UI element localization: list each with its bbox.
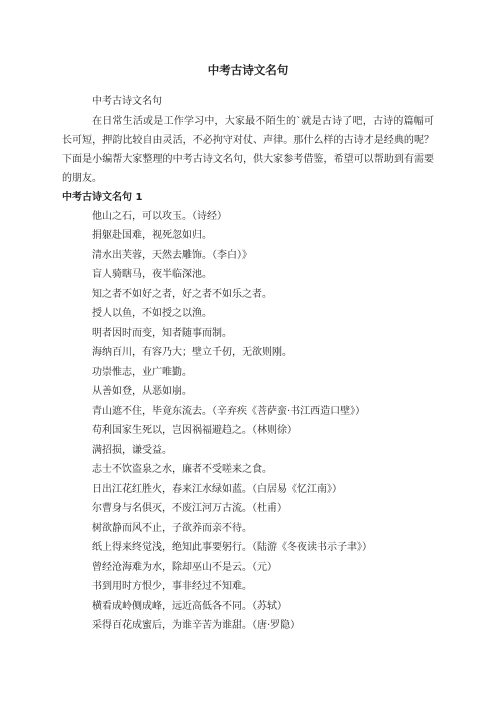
poem-line: 尔曹身与名俱灭，不废江河万古流。（杜甫） xyxy=(92,503,287,514)
poem-line: 纸上得来终觉浅，绝知此事要躬行。（陆游《冬夜读书示子聿》） xyxy=(92,542,372,553)
page-title: 中考古诗文名句 xyxy=(207,63,289,77)
poem-line: 清水出芙蓉，天然去雕饰。（李白）》 xyxy=(92,249,252,261)
poem-line-list xyxy=(62,207,434,636)
poem-line: 书到用时方恨少，事非经过不知难。 xyxy=(92,581,252,592)
poem-line: 盲人骑瞎马，夜半临深池。 xyxy=(92,269,212,280)
poem-line: 明者因时而变，知者随事而制。 xyxy=(92,327,232,339)
poem-line: 横看成岭侧成峰，远近高低各不同。（苏轼） xyxy=(92,600,287,612)
poem-line: 授人以鱼，不如授之以渔。 xyxy=(92,308,212,319)
section-heading: 中考古诗文名句 1 xyxy=(62,191,143,203)
poem-line: 采得百花成蜜后，为谁辛苦为谁甜。（唐·罗隐） xyxy=(92,620,301,631)
poem-line: 功崇惟志，业广唯勤。 xyxy=(92,366,192,378)
poem-line: 海纳百川，有容乃大；壁立千仞，无欲则刚。 xyxy=(92,347,292,358)
poem-line: 知之者不如好之者，好之者不如乐之者。 xyxy=(92,288,272,300)
poem-line: 树欲静而风不止，子欲养而亲不待。 xyxy=(92,522,252,534)
poem-line: 满招损，谦受益。 xyxy=(92,444,172,456)
poem-line: 从善如登，从恶如崩。 xyxy=(92,386,192,397)
poem-line: 日出江花红胜火，春来江水绿如蓝。（白居易《忆江南》） xyxy=(92,483,342,495)
poem-line: 捐躯赴国难，视死忽如归。 xyxy=(92,230,212,241)
poem-line: 苟利国家生死以，岂因祸福避趋之。（林则徐） xyxy=(92,425,297,436)
poem-line: 青山遮不住，毕竟东流去。（辛弃疾《菩萨蛮·书江西造口壁》） xyxy=(92,405,366,417)
poem-line: 他山之石，可以攻玉。（诗经） xyxy=(92,210,227,222)
document-subtitle: 中考古诗文名句 xyxy=(92,96,162,107)
intro-paragraph: 在日常生活或是工作学习中，大家最不陌生的`就是古诗了吧，古诗的篇幅可长可短，押韵比较自由灵活，不必拘守对仗、声律。那什么样的古诗才是经典的呢？下面是小编帮大家整理的中考古诗文名句，供大家参考借鉴，希望可以帮助到有需要的朋友。 xyxy=(62,115,434,184)
poem-line: 曾经沧海难为水，除却巫山不是云。（元） xyxy=(92,561,277,573)
poem-line: 志士不饮盗泉之水，廉者不受嗟来之食。 xyxy=(92,464,272,475)
